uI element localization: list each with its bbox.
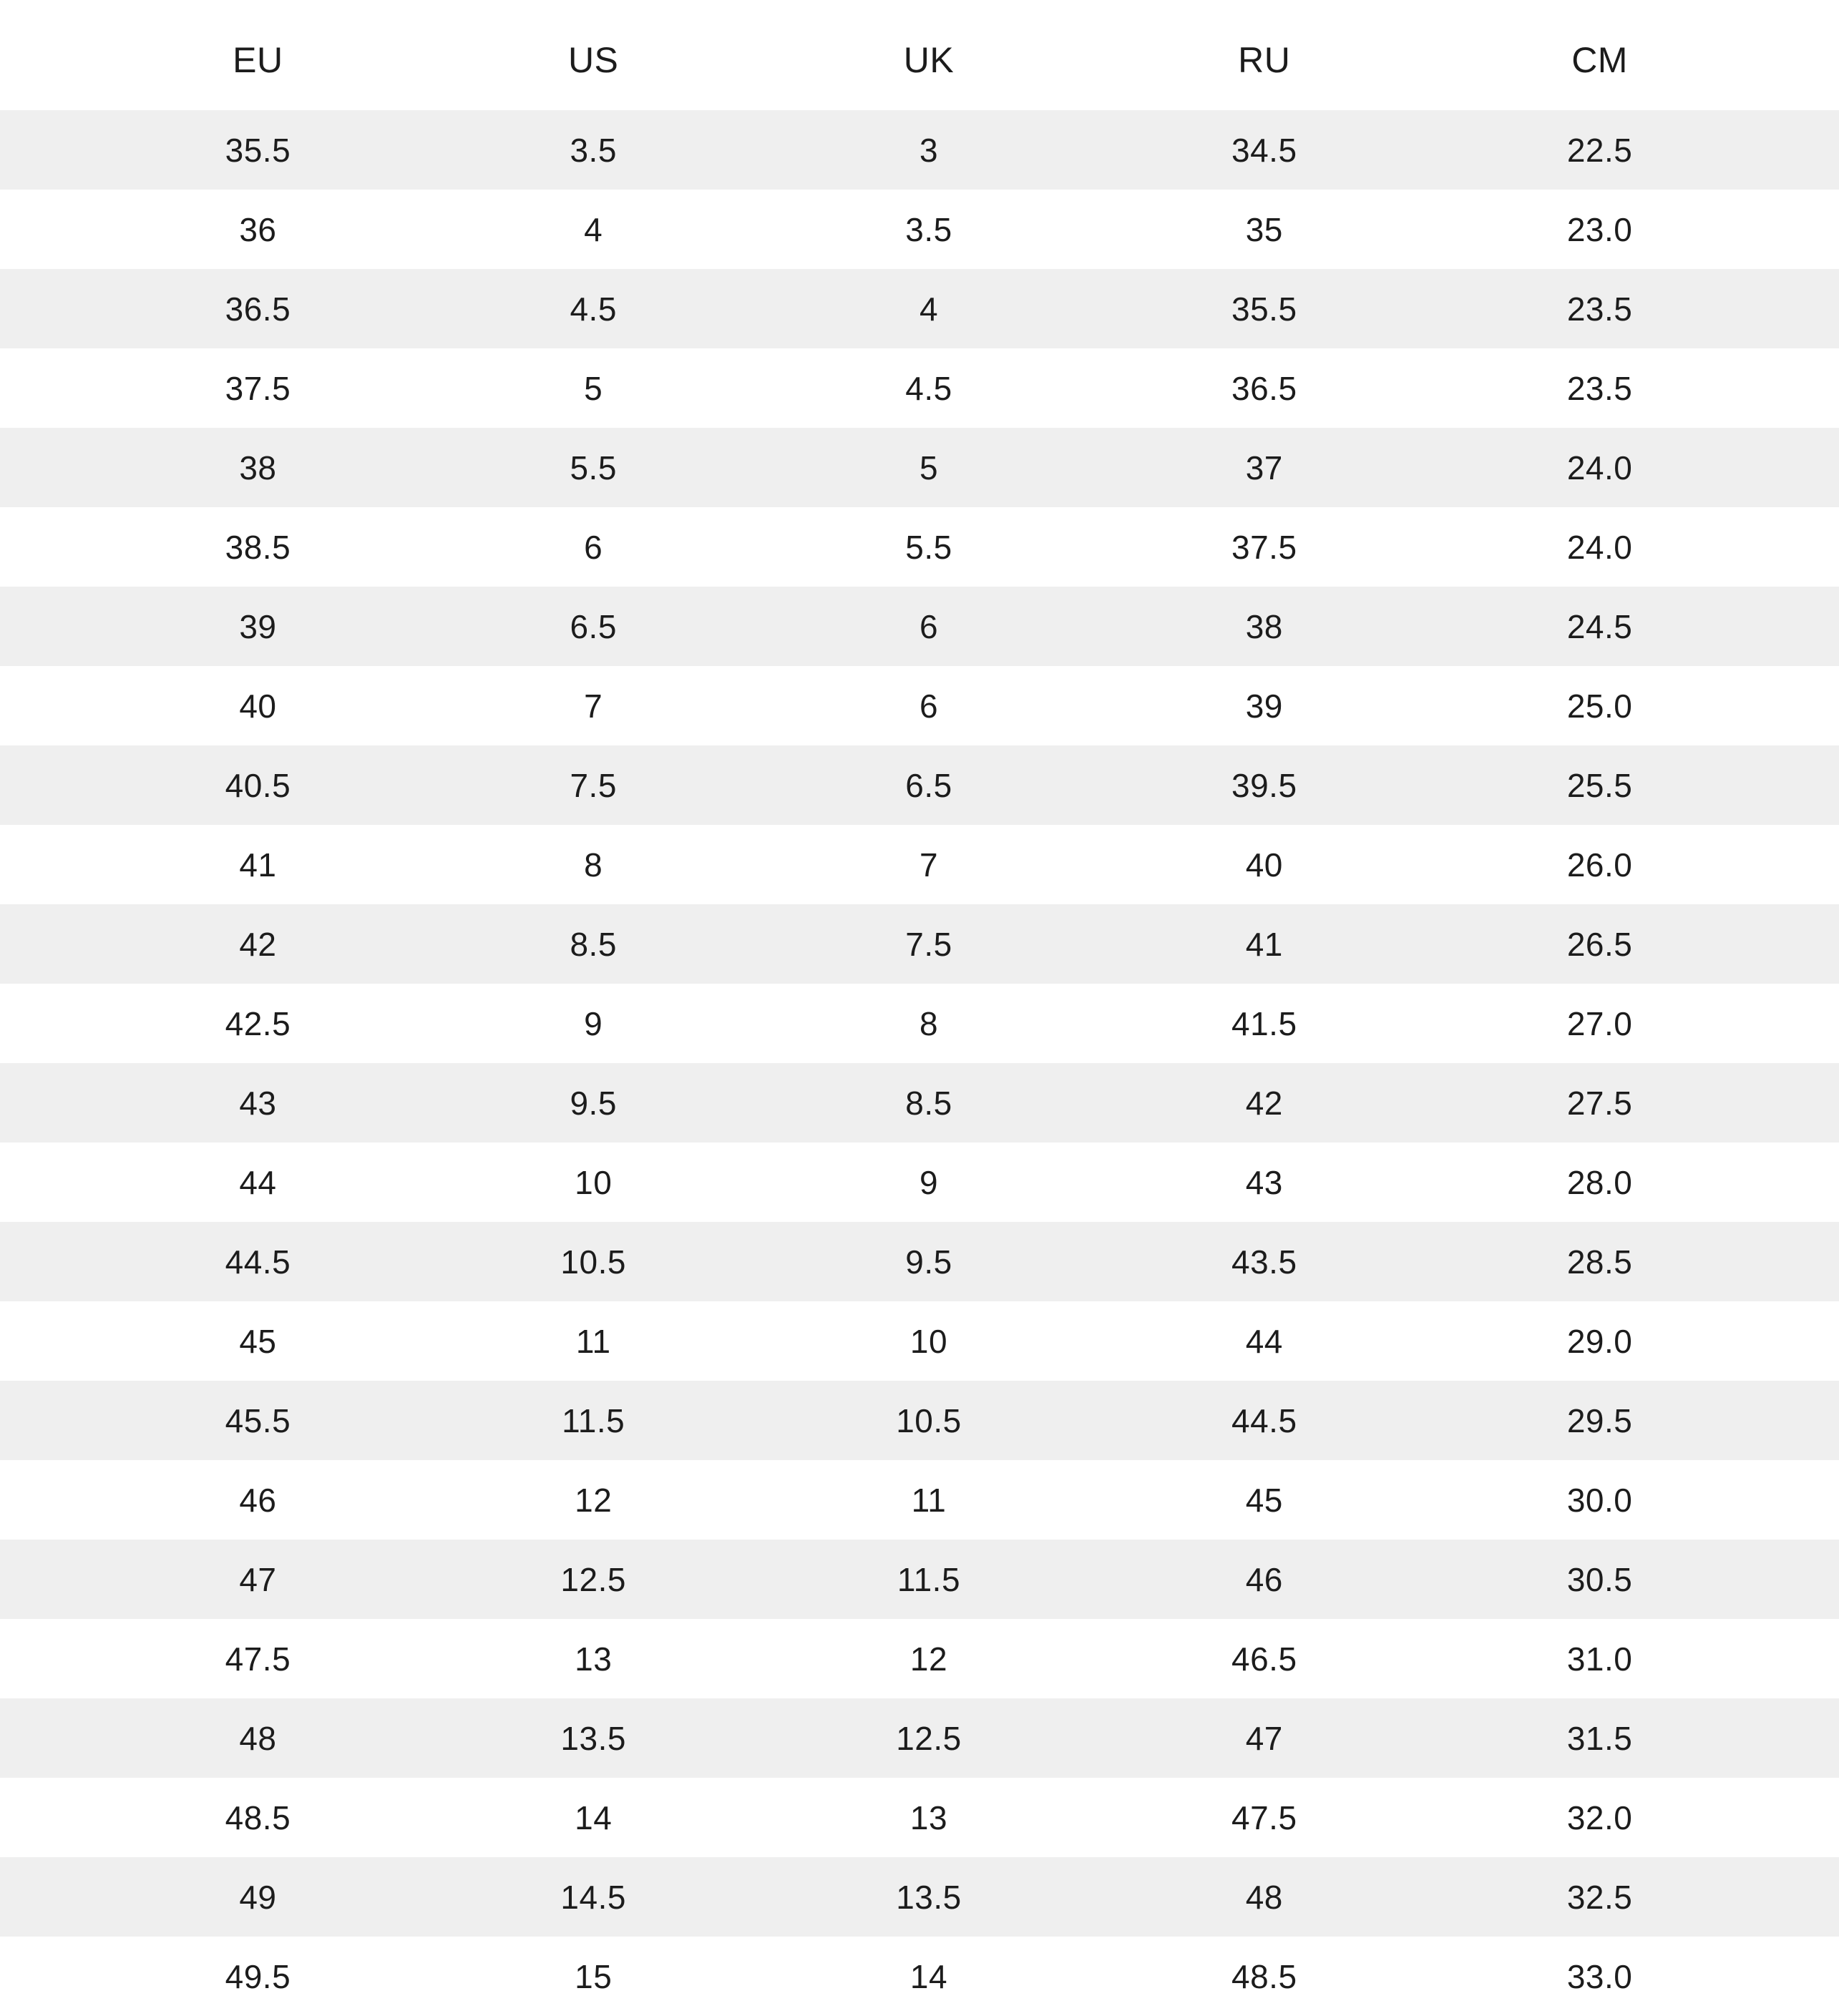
- table-cell-eu: 41: [239, 846, 277, 884]
- table-row: [0, 1698, 1839, 1778]
- table-row: [0, 1063, 1839, 1142]
- table-cell-eu: 47: [239, 1560, 277, 1598]
- table-cell-uk: 14: [909, 1957, 948, 1995]
- table-cell-us: 5.5: [570, 449, 617, 486]
- table-row: [0, 1460, 1839, 1540]
- column-header-cm: CM: [1571, 40, 1628, 80]
- table-cell-cm: 24.0: [1566, 449, 1633, 486]
- table-row: [0, 587, 1839, 666]
- table-cell-eu: 44.5: [225, 1243, 291, 1281]
- table-cell-cm: 26.5: [1566, 925, 1633, 963]
- table-cell-eu: 48.5: [225, 1799, 291, 1836]
- table-cell-uk: 4.5: [905, 369, 952, 407]
- table-cell-uk: 9: [919, 1163, 939, 1201]
- table-cell-cm: 23.0: [1566, 210, 1633, 248]
- table-cell-us: 4: [584, 210, 603, 248]
- table-cell-us: 4.5: [570, 290, 617, 328]
- table-row: [0, 1778, 1839, 1857]
- table-cell-cm: 31.0: [1566, 1640, 1633, 1678]
- table-row: [0, 190, 1839, 269]
- table-row: [0, 428, 1839, 507]
- table-row: [0, 348, 1839, 428]
- table-cell-cm: 32.5: [1566, 1878, 1633, 1916]
- table-cell-ru: 48: [1245, 1878, 1283, 1916]
- table-cell-ru: 39: [1245, 687, 1283, 725]
- table-cell-uk: 9.5: [905, 1243, 952, 1281]
- table-cell-uk: 8: [919, 1004, 939, 1042]
- table-cell-ru: 37: [1245, 449, 1283, 486]
- table-cell-uk: 12: [909, 1640, 948, 1678]
- table-cell-eu: 49: [239, 1878, 277, 1916]
- table-cell-uk: 13.5: [896, 1878, 962, 1916]
- table-row: [0, 745, 1839, 825]
- table-row: [0, 904, 1839, 984]
- table-cell-eu: 38.5: [225, 528, 291, 566]
- column-header-us: US: [567, 40, 619, 80]
- table-cell-ru: 34.5: [1231, 131, 1297, 169]
- table-cell-cm: 27.5: [1566, 1084, 1633, 1122]
- table-body: [0, 110, 1839, 2016]
- table-row: [0, 984, 1839, 1063]
- table-cell-uk: 6: [919, 607, 939, 645]
- table-cell-cm: 22.5: [1566, 131, 1633, 169]
- table-cell-uk: 6.5: [905, 766, 952, 804]
- table-cell-eu: 45.5: [225, 1401, 291, 1439]
- table-cell-ru: 35: [1245, 210, 1283, 248]
- table-cell-ru: 36.5: [1231, 369, 1297, 407]
- table-cell-cm: 24.5: [1566, 607, 1633, 645]
- table-cell-cm: 32.0: [1566, 1799, 1633, 1836]
- table-cell-ru: 43: [1245, 1163, 1283, 1201]
- table-cell-us: 6: [584, 528, 603, 566]
- table-cell-us: 12: [575, 1481, 613, 1519]
- table-cell-cm: 31.5: [1566, 1719, 1633, 1757]
- table-cell-ru: 46.5: [1231, 1640, 1297, 1678]
- table-cell-us: 11.5: [562, 1401, 625, 1439]
- table-row: [0, 1619, 1839, 1698]
- table-cell-ru: 44.5: [1231, 1401, 1297, 1439]
- table-row: [0, 269, 1839, 348]
- table-cell-us: 3.5: [570, 131, 617, 169]
- table-cell-us: 14.5: [560, 1878, 626, 1916]
- table-cell-uk: 7: [919, 846, 939, 884]
- table-header-row: [0, 0, 1839, 110]
- table-cell-cm: 26.0: [1566, 846, 1633, 884]
- table-cell-ru: 46: [1245, 1560, 1283, 1598]
- table-cell-uk: 8.5: [905, 1084, 952, 1122]
- table-row: [0, 1301, 1839, 1381]
- table-cell-us: 9.5: [570, 1084, 617, 1122]
- table-cell-eu: 45: [239, 1322, 277, 1360]
- table-cell-cm: 30.5: [1566, 1560, 1633, 1598]
- table-row: [0, 507, 1839, 587]
- table-cell-cm: 29.5: [1566, 1401, 1633, 1439]
- table-row: [0, 1381, 1839, 1460]
- table-cell-ru: 39.5: [1231, 766, 1297, 804]
- table-cell-uk: 10.5: [896, 1401, 962, 1439]
- table-row: [0, 1937, 1839, 2016]
- table-cell-eu: 49.5: [225, 1957, 291, 1995]
- table-cell-cm: 29.0: [1566, 1322, 1633, 1360]
- table-cell-us: 8: [584, 846, 603, 884]
- table-cell-eu: 42: [239, 925, 277, 963]
- table-cell-ru: 41: [1245, 925, 1283, 963]
- table-cell-ru: 42: [1245, 1084, 1283, 1122]
- table-cell-uk: 12.5: [896, 1719, 962, 1757]
- table-cell-eu: 36: [239, 210, 277, 248]
- table-cell-us: 8.5: [570, 925, 617, 963]
- table-cell-us: 6.5: [570, 607, 617, 645]
- table-cell-cm: 33.0: [1566, 1957, 1633, 1995]
- table-row: [0, 110, 1839, 190]
- table-cell-uk: 7.5: [905, 925, 952, 963]
- table-cell-eu: 47.5: [225, 1640, 291, 1678]
- table-cell-cm: 28.0: [1566, 1163, 1633, 1201]
- table-cell-us: 10.5: [560, 1243, 626, 1281]
- table-cell-cm: 28.5: [1566, 1243, 1633, 1281]
- table-cell-uk: 11.5: [897, 1560, 961, 1598]
- table-cell-eu: 40.5: [225, 766, 291, 804]
- table-cell-uk: 3: [919, 131, 939, 169]
- table-cell-uk: 11: [911, 1481, 947, 1519]
- table-cell-us: 11: [575, 1322, 611, 1360]
- table-row: [0, 1142, 1839, 1222]
- table-cell-cm: 23.5: [1566, 369, 1633, 407]
- table-cell-us: 5: [584, 369, 603, 407]
- table-cell-ru: 43.5: [1231, 1243, 1297, 1281]
- table-cell-cm: 24.0: [1566, 528, 1633, 566]
- table-cell-us: 12.5: [560, 1560, 626, 1598]
- table-cell-uk: 13: [909, 1799, 948, 1836]
- table-cell-eu: 46: [239, 1481, 277, 1519]
- table-row: [0, 666, 1839, 745]
- table-cell-uk: 4: [919, 290, 939, 328]
- table-cell-eu: 35.5: [225, 131, 291, 169]
- table-cell-ru: 40: [1245, 846, 1283, 884]
- table-cell-uk: 10: [909, 1322, 948, 1360]
- table-cell-uk: 6: [919, 687, 939, 725]
- table-row: [0, 1857, 1839, 1937]
- table-cell-eu: 36.5: [225, 290, 291, 328]
- table-cell-uk: 3.5: [905, 210, 952, 248]
- table-row: [0, 825, 1839, 904]
- table-cell-eu: 37.5: [225, 369, 291, 407]
- table-cell-ru: 41.5: [1231, 1004, 1297, 1042]
- table-cell-eu: 48: [239, 1719, 277, 1757]
- table-cell-cm: 25.0: [1566, 687, 1633, 725]
- table-cell-eu: 39: [239, 607, 277, 645]
- table-cell-ru: 45: [1245, 1481, 1283, 1519]
- table-cell-ru: 38: [1245, 607, 1283, 645]
- table-cell-us: 7.5: [570, 766, 617, 804]
- table-cell-eu: 44: [239, 1163, 277, 1201]
- table-cell-ru: 44: [1245, 1322, 1283, 1360]
- table-cell-ru: 47: [1245, 1719, 1283, 1757]
- table-cell-cm: 25.5: [1566, 766, 1633, 804]
- table-cell-uk: 5.5: [905, 528, 952, 566]
- table-cell-ru: 37.5: [1231, 528, 1297, 566]
- table-cell-cm: 30.0: [1566, 1481, 1633, 1519]
- table-cell-us: 10: [575, 1163, 613, 1201]
- table-cell-ru: 35.5: [1231, 290, 1297, 328]
- table-cell-us: 13: [575, 1640, 613, 1678]
- table-cell-uk: 5: [919, 449, 939, 486]
- table-cell-eu: 40: [239, 687, 277, 725]
- table-cell-cm: 23.5: [1566, 290, 1633, 328]
- column-header-ru: RU: [1238, 40, 1291, 80]
- table-row: [0, 1540, 1839, 1619]
- table-cell-us: 14: [575, 1799, 613, 1836]
- table-cell-eu: 42.5: [225, 1004, 291, 1042]
- table-cell-ru: 48.5: [1231, 1957, 1297, 1995]
- table-cell-ru: 47.5: [1231, 1799, 1297, 1836]
- table-cell-eu: 43: [239, 1084, 277, 1122]
- table-cell-us: 15: [575, 1957, 613, 1995]
- table-cell-cm: 27.0: [1566, 1004, 1633, 1042]
- table-cell-us: 9: [584, 1004, 603, 1042]
- table-cell-us: 13.5: [560, 1719, 626, 1757]
- table-cell-eu: 38: [239, 449, 277, 486]
- column-header-eu: EU: [233, 40, 283, 80]
- table-cell-us: 7: [584, 687, 603, 725]
- table-row: [0, 1222, 1839, 1301]
- column-header-uk: UK: [903, 40, 955, 80]
